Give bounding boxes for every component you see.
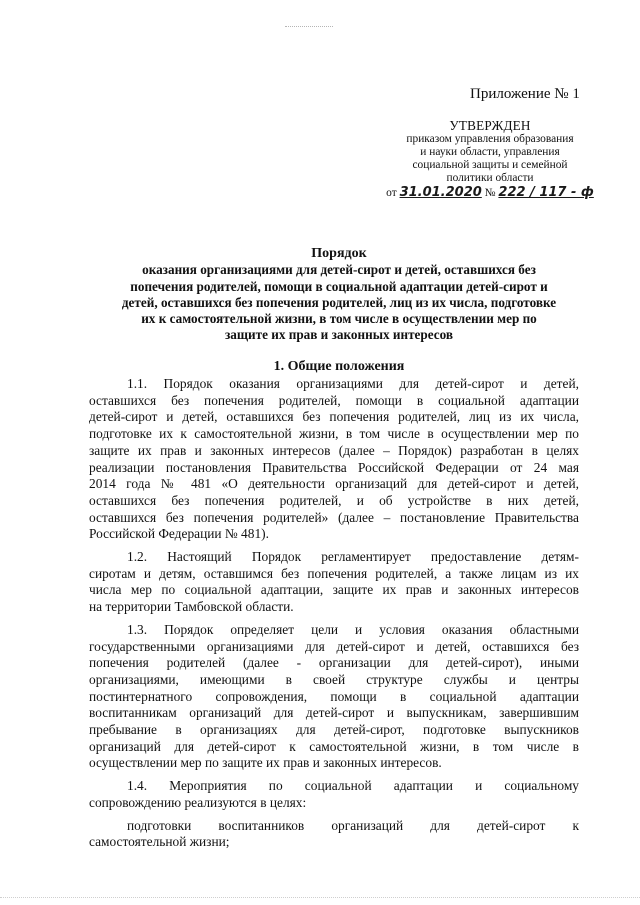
approval-lines bbox=[384, 133, 596, 185]
paragraph-line: постинтернатного сопровождения, помощи в социальной адаптации bbox=[89, 688, 579, 704]
paragraph-line: 1.3. Порядок определяет цели и условия оказания областными bbox=[127, 621, 579, 637]
paragraph-line: организациями, имеющими в своей структуре службы и центры bbox=[89, 671, 579, 687]
paragraph bbox=[89, 376, 579, 543]
paragraph-line: на территории Тамбовской области. bbox=[89, 599, 294, 615]
title-line: детей, оставшихся без попечения родителей, лиц из их числа, подготовке bbox=[121, 294, 557, 310]
paragraph-line: сиротам и детям, оставшимся без попечения родителей, а также лицам из их bbox=[89, 565, 579, 581]
handwritten-date: 31.01.2020 bbox=[399, 185, 482, 200]
paragraph-line: детей-сирот и детей, оставшихся без попечения родителей, лиц из их числа, bbox=[89, 409, 579, 425]
paragraph-line: попечения родителей (далее - организации для детей-сирот), иными bbox=[89, 655, 579, 671]
paragraph-line: 1.4. Мероприятия по социальной адаптации и социальному bbox=[127, 778, 579, 794]
title-line: попечения родителей, помощи в социальной адаптации детей-сирот и bbox=[130, 278, 548, 294]
approval-block bbox=[384, 119, 596, 200]
paragraph bbox=[89, 818, 579, 851]
paragraph-line: защите их прав и законных интересов (далее – Порядок) разработан в целях bbox=[89, 442, 579, 458]
paragraph-line: сопровождению реализуются в целях: bbox=[89, 794, 307, 810]
paragraph bbox=[89, 622, 579, 772]
paragraph-line: Российской Федерации № 481). bbox=[89, 526, 269, 542]
approval-line: приказом управления образования bbox=[406, 133, 574, 145]
title-line: их к самостоятельной жизни, в том числе в осуществлении мер по bbox=[141, 311, 537, 327]
paragraph-line: оставшихся без попечения родителей» (далее – постановление Правительства bbox=[89, 509, 579, 525]
approval-dateline bbox=[384, 186, 596, 200]
title-heading: Порядок bbox=[311, 246, 367, 261]
paragraph-line: самостоятельной жизни; bbox=[89, 834, 230, 850]
paragraph-line: воспитанникам организаций для детей-сирот и выпускникам, завершившим bbox=[89, 705, 579, 721]
scan-artifact-bottom bbox=[0, 897, 640, 902]
paragraph bbox=[89, 778, 579, 811]
document-body bbox=[89, 376, 579, 855]
scan-artifact-top bbox=[285, 26, 333, 30]
paragraph-line: числа мер по социальной адаптации, защите их прав и законных интересов bbox=[89, 582, 579, 598]
paragraph-line: государственными организациями для детей-сирот и детей, оставшихся без bbox=[89, 638, 579, 654]
approval-title: УТВЕРЖДЕН bbox=[449, 118, 531, 133]
paragraph-line: оставшихся без попечения родителей, помощи в социальной адаптации bbox=[89, 392, 579, 408]
appendix-label: Приложение № 1 bbox=[470, 86, 580, 102]
document-title bbox=[70, 246, 608, 344]
paragraph-line: пребывание в организациях для детей-сирот, подготовке выпускников bbox=[89, 722, 579, 738]
approval-line: и науки области, управления bbox=[420, 146, 560, 158]
paragraph-line: 1.2. Настоящий Порядок регламентирует предоставление детям- bbox=[127, 549, 579, 565]
number-prefix: № bbox=[484, 187, 496, 199]
title-line: оказания организациями для детей-сирот и детей, оставшихся без bbox=[142, 262, 536, 278]
paragraph-line: подготовки воспитанников организаций для детей-сирот к bbox=[127, 817, 579, 833]
section-heading: 1. Общие положения bbox=[273, 359, 405, 374]
paragraph-line: реализации постановления Правительства Российской Федерации от 24 мая bbox=[89, 459, 579, 475]
paragraph-line: осуществлении мер по защите их прав и законных интересов. bbox=[89, 755, 442, 771]
paragraph-line: 2014 года № 481 «О деятельности организаций для детей-сирот и детей, bbox=[89, 476, 579, 492]
approval-line: социальной защиты и семейной bbox=[412, 159, 568, 171]
date-prefix: от bbox=[386, 187, 397, 199]
approval-line: политики области bbox=[446, 172, 534, 184]
handwritten-number: 222 / 117 - ф bbox=[498, 185, 594, 200]
paragraph-line: организаций для детей-сирот к самостоятельной жизни, в том числе в bbox=[89, 738, 579, 754]
paragraph-line: оставшихся без попечения родителей, и об устройстве в них детей, bbox=[89, 492, 579, 508]
title-line: защите их прав и законных интересов bbox=[225, 327, 453, 343]
paragraph-line: 1.1. Порядок оказания организациями для детей-сирот и детей, bbox=[127, 376, 579, 391]
paragraph-line: подготовке их к самостоятельной жизни, в том числе в осуществлении мер по bbox=[89, 426, 579, 442]
paragraph bbox=[89, 549, 579, 616]
